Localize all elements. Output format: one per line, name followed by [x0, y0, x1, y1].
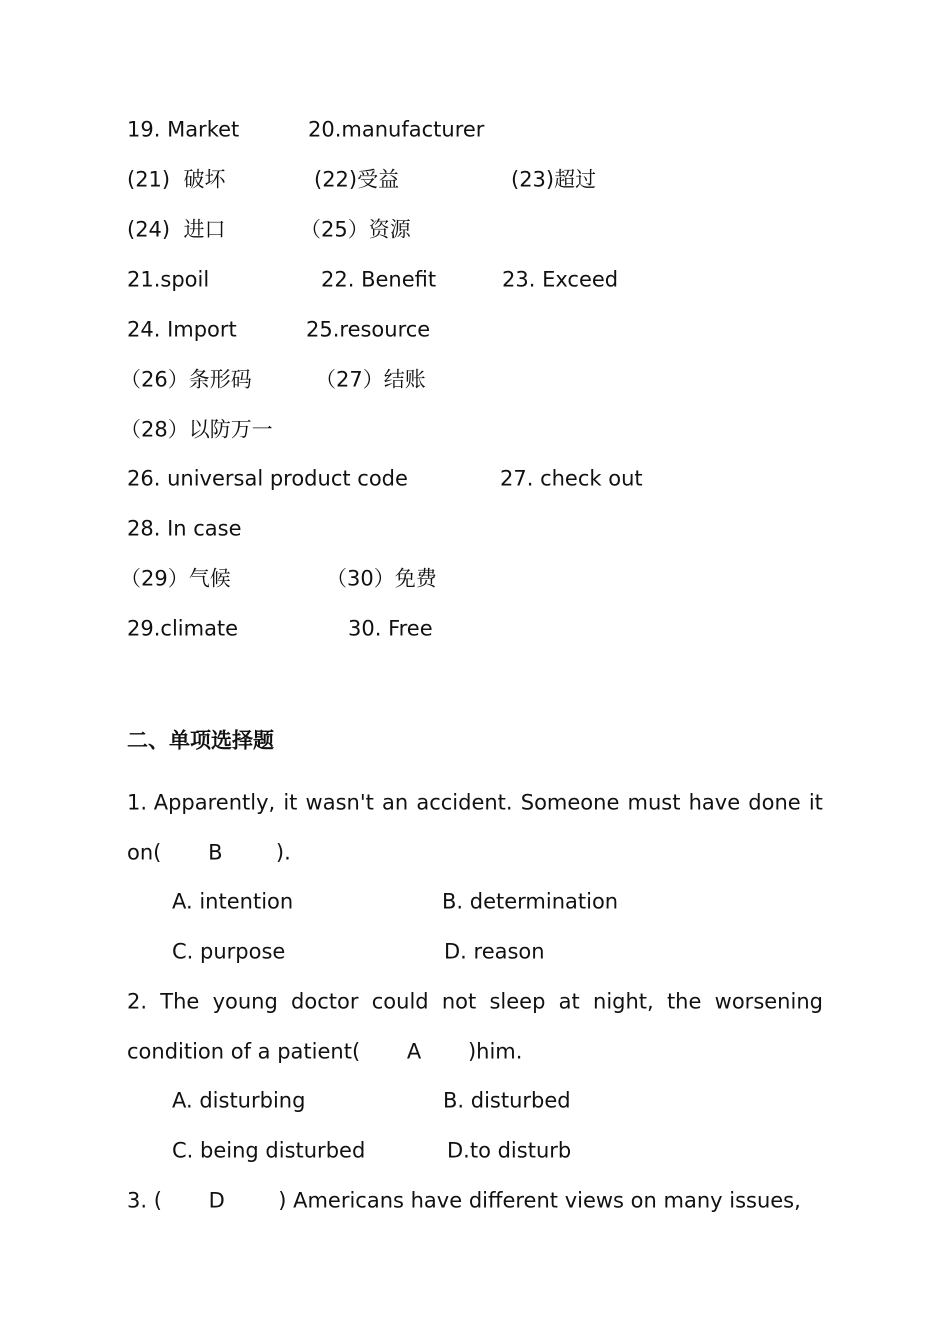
question-1-word: must — [627, 790, 681, 815]
question-2-word: 2. — [127, 989, 148, 1014]
question-1-option-c: C. purpose — [172, 939, 286, 964]
vocab-item-23-cn: (23)超过 — [511, 167, 597, 192]
vocab-item-21-cn: (21) 破坏 — [127, 167, 226, 192]
question-1-line-2: on( B ). — [127, 840, 291, 865]
question-2-option-a: A. disturbing — [172, 1088, 306, 1113]
vocab-item-30-cn: （30）免费 — [326, 566, 437, 591]
question-2-word: not — [441, 989, 477, 1014]
question-2-word: the — [666, 989, 702, 1014]
question-1-word: Someone — [520, 790, 620, 815]
question-1-word: wasn't — [305, 790, 374, 815]
vocab-answer-21: 21.spoil — [127, 267, 210, 292]
question-2-word: sleep — [489, 989, 546, 1014]
question-2-option-d: D.to disturb — [447, 1138, 572, 1163]
vocab-item-24-cn: (24) 进口 — [127, 217, 226, 242]
question-2-line-1 — [127, 989, 823, 1014]
question-1-word: it — [808, 790, 823, 815]
question-1-word: accident. — [416, 790, 513, 815]
question-2-line-2: condition of a patient( A )him. — [127, 1039, 523, 1064]
vocab-item-22-cn: (22)受益 — [314, 167, 400, 192]
vocab-item-28-cn: （28）以防万一 — [120, 417, 273, 442]
question-1-line-1 — [127, 790, 823, 815]
vocab-item-29-cn: （29）气候 — [120, 566, 231, 591]
vocab-answer-29: 29.climate — [127, 616, 239, 641]
vocab-item-27-cn: （27）结账 — [315, 367, 426, 392]
vocab-item-20: 20.manufacturer — [308, 117, 485, 142]
question-2-word: could — [371, 989, 429, 1014]
vocab-answer-26: 26. universal product code — [127, 466, 408, 491]
vocab-answer-30: 30. Free — [348, 616, 433, 641]
vocab-answer-25: 25.resource — [306, 317, 431, 342]
vocab-answer-27: 27. check out — [500, 466, 643, 491]
question-1-word: it — [283, 790, 298, 815]
vocab-item-19: 19. Market — [127, 117, 240, 142]
question-2-word: worsening — [714, 989, 823, 1014]
question-2-word: The — [160, 989, 200, 1014]
question-1-option-d: D. reason — [444, 939, 545, 964]
question-1-word: have — [688, 790, 741, 815]
vocab-answer-22: 22. Benefit — [321, 267, 437, 292]
vocab-answer-24: 24. Import — [127, 317, 237, 342]
question-2-option-c: C. being disturbed — [172, 1138, 366, 1163]
question-2-word: doctor — [291, 989, 359, 1014]
question-2-word: young — [212, 989, 278, 1014]
question-1-word: done — [748, 790, 801, 815]
question-2-option-b: B. disturbed — [443, 1088, 571, 1113]
vocab-answer-23: 23. Exceed — [502, 267, 619, 292]
question-1-option-b: B. determination — [442, 889, 619, 914]
question-2-word: night, — [593, 989, 654, 1014]
vocab-answer-28: 28. In case — [127, 516, 242, 541]
vocab-item-26-cn: （26）条形码 — [120, 367, 252, 392]
vocab-item-25-cn: （25）资源 — [300, 217, 411, 242]
question-1-word: 1. Apparently, — [127, 790, 276, 815]
section-heading: 二、单项选择题 — [127, 728, 274, 753]
question-1-option-a: A. intention — [172, 889, 294, 914]
question-1-word: an — [382, 790, 409, 815]
question-3-line-1: 3. ( D ) Americans have different views on many issues, — [127, 1188, 801, 1213]
question-2-word: at — [558, 989, 580, 1014]
